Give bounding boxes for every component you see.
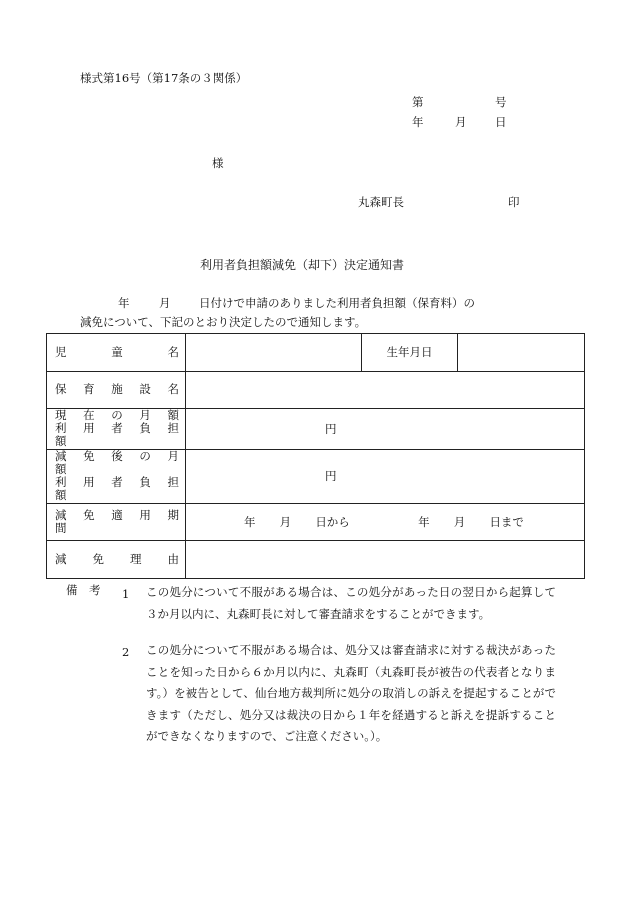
doc-number-suffix: 号 (495, 95, 507, 109)
period-year-from: 年 (244, 514, 256, 529)
period-year-to: 年 (418, 514, 430, 529)
intro-month: 月 (159, 296, 171, 310)
birthdate-label: 生年月日 (362, 334, 458, 372)
note-text: この処分について不服がある場合は、この処分があった日の翌日から起算して３か月以内に、丸森町長に対して審査請求をすることができます。 (146, 585, 556, 621)
note-item (66, 640, 566, 748)
child-name-cell[interactable] (186, 334, 362, 372)
period-month-to: 月 (453, 514, 466, 529)
seal-mark: 印 (508, 195, 520, 209)
current-amount-label: 現 在 の 月 額 利 用 者 負 担 額 (47, 409, 186, 450)
child-name-label: 児 童 名 (47, 334, 186, 372)
decision-table (46, 333, 585, 579)
facility-label: 保 育 施 設 名 (47, 371, 186, 409)
reduced-amount-unit: 円 (325, 469, 337, 484)
note-number: 2 (122, 645, 130, 659)
current-amount-cell[interactable] (186, 409, 585, 450)
period-month-from: 月 (279, 514, 292, 529)
table-row (47, 371, 585, 409)
period-cell[interactable] (186, 503, 585, 541)
note-item (66, 582, 566, 625)
reason-label: 減 免 理 由 (47, 541, 186, 579)
period-label: 減 免 適 用 期 間 (47, 503, 186, 541)
issuer: 丸森町長 (358, 195, 404, 209)
table-row (47, 503, 585, 541)
intro-line1: 日付けで申請のありました利用者負担額（保育料）の (199, 296, 475, 310)
form-number: 様式第16号（第17条の３関係） (80, 71, 248, 85)
reduced-amount-label: 減 免 後 の 月 額 利 用 者 負 担 額 (47, 449, 186, 503)
date-day: 日 (495, 115, 507, 129)
period-to: 日まで (489, 514, 524, 529)
date-year: 年 (412, 115, 424, 129)
reason-cell[interactable] (186, 541, 585, 579)
intro-year: 年 (118, 296, 130, 310)
notes-heading: 備 考 (66, 583, 101, 597)
document-title: 利用者負担額減免（却下）決定通知書 (200, 258, 405, 272)
table-row (47, 449, 585, 503)
facility-cell[interactable] (186, 371, 585, 409)
reduced-amount-cell[interactable] (186, 449, 585, 503)
date-month: 月 (455, 115, 467, 129)
current-amount-unit: 円 (325, 421, 337, 436)
birthdate-cell[interactable] (458, 334, 585, 372)
period-from: 日から (315, 514, 350, 529)
doc-number-prefix: 第 (412, 95, 424, 109)
table-row (47, 541, 585, 579)
intro-line2: 減免について、下記のとおり決定したので通知します。 (80, 315, 367, 329)
note-text: この処分について不服がある場合は、処分又は審査請求に対する裁決があったことを知った日から６か月以内に、丸森町（丸森町長が被告の代表者となります。）を被告として、仙台地方裁判所に処分の取消しの訴えを提起することができます（ただし、処分又は裁決の日から１年を経過すると訴えを提訴することができなくなりますので、ご注意ください。）。 (146, 643, 556, 743)
table-row (47, 409, 585, 450)
table-row (47, 334, 585, 372)
note-number: 1 (122, 587, 130, 601)
addressee-suffix: 様 (212, 156, 224, 170)
